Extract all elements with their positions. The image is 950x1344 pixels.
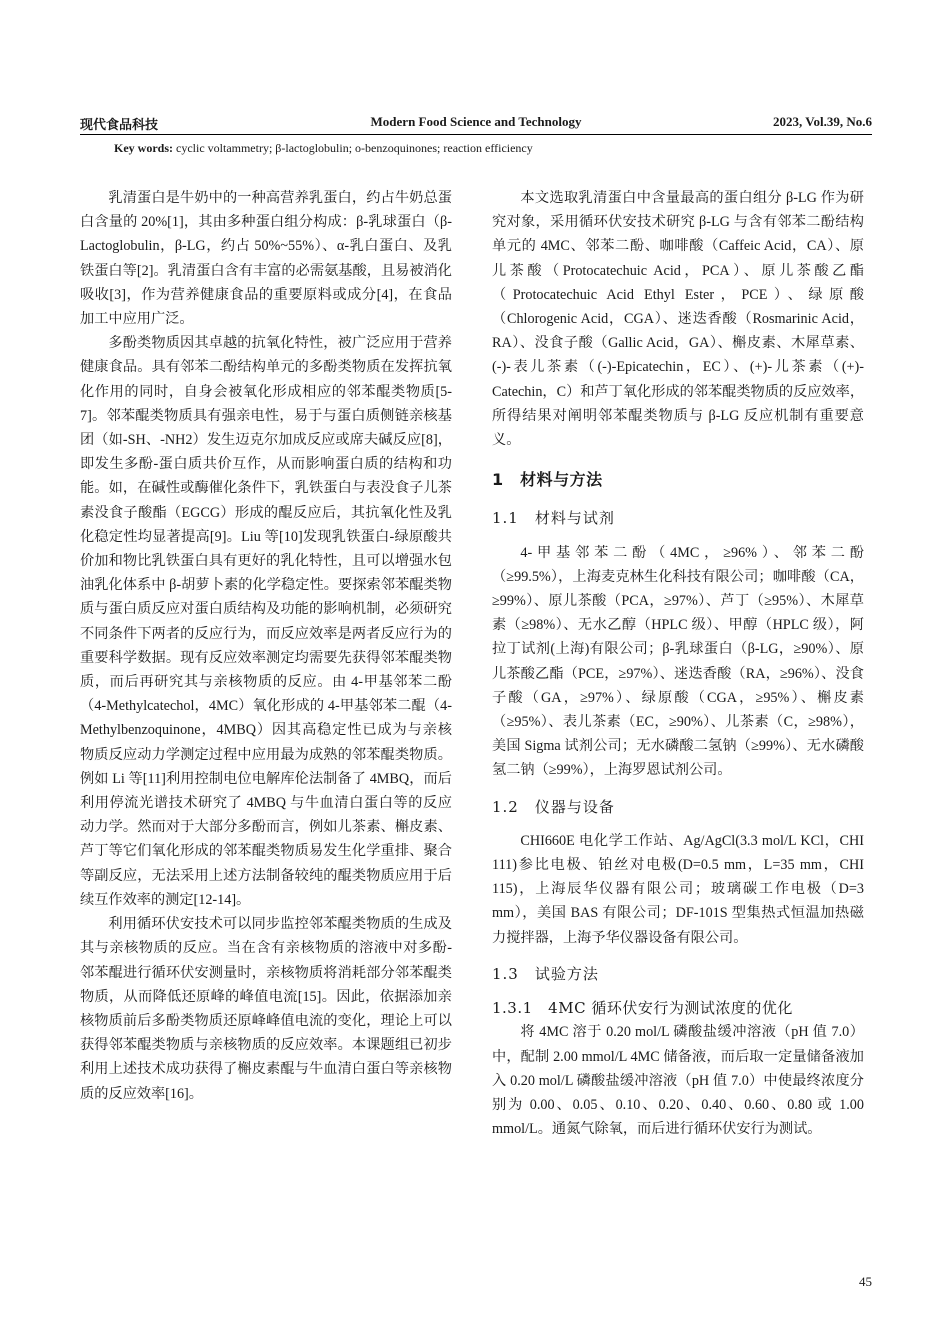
keywords-text: cyclic voltammetry; β-lactoglobulin; o-benzoquinones; reaction efficiency	[173, 141, 533, 155]
journal-name-cn: 现代食品科技	[80, 117, 159, 132]
section-heading-1-2: 1.2 仪器与设备	[492, 797, 615, 816]
paragraph-materials: 4-甲基邻苯二酚（4MC，≥96%）、邻苯二酚（≥99.5%），上海麦克林生化科技有限公司；咖啡酸（CA，≥99%）、原儿茶酸（PCA，≥97%）、芦丁（≥95%）、木犀草素（≥98%）、无水乙醇（HPLC 级）、甲醇（HPLC 级），阿拉丁试剂(上海)有限公司；β-乳球蛋白（β-LG，≥90%）、原儿茶酸乙酯（PCE，≥97%）、迷迭香酸（RA，≥96%）、没食子酸（GA，≥97%）、绿原酸（CGA，≥95%）、槲皮素（≥95%）、表儿茶素（EC，≥90%）、儿茶素（C，≥98%），美国 Sigma 试剂公司；无水磷酸二氢钠（≥99%）、无水磷酸氢二钠（≥99%），上海罗恩试剂公司。	[492, 544, 864, 779]
journal-name-en: Modern Food Science and Technology	[370, 114, 582, 129]
paragraph-objective: 本文选取乳清蛋白中含量最高的蛋白组分 β-LG 作为研究对象，采用循环伏安技术研究 β-LG 与含有邻苯二酚结构单元的 4MC、邻苯二酚、咖啡酸（Caffeic Acid，CA）、原儿茶酸（Protocatechuic Acid，PCA）、原儿茶酸乙酯（Protocatechuic Acid Ethyl Ester，PCE）、绿原酸（Chlorogenic Acid，CGA）、迷迭香酸（Rosmarinic Acid，RA）、没食子酸（Gallic Acid，GA）、槲皮素、木犀草素、(-)-表儿茶素（(-)-Epicatechin，EC）、(+)-儿茶素（(+)-Catechin，C）和芦丁氧化形成的邻苯醌类物质的反应效率，所得结果对阐明邻苯醌类物质与 β-LG 反应机制有重要意义。	[492, 190, 865, 449]
section-heading-1-3: 1.3 试验方法	[492, 964, 599, 983]
paragraph-method: 将 4MC 溶于 0.20 mol/L 磷酸盐缓冲溶液（pH 值 7.0）中，配制 2.00 mmol/L 4MC 储备液，而后取一定量储备液加入 0.20 mol/L 磷酸盐缓冲溶液（pH 值 7.0）中使最终浓度分别为 0.00、0.05、0.10、0.20、0.40、0.60、0.80 或 1.00 mmol/L。通氮气除氧，而后进行循环伏安行为测试。	[492, 1024, 864, 1138]
section-heading-1: 1 材料与方法	[492, 470, 603, 490]
left-column	[80, 186, 452, 1106]
page-number: 45	[859, 1274, 872, 1289]
keywords-line	[114, 141, 874, 156]
right-column	[492, 186, 864, 1141]
section-heading-1-3-1: 1.3.1 4MC 循环伏安行为测试浓度的优化	[492, 999, 793, 1018]
paragraph-equipment: CHI660E 电化学工作站、Ag/AgCl(3.3 mol/L KCl，CHI 111)参比电极、铂丝对电极(D=0.5 mm，L=35 mm，CHI 115)，上海辰华仪器有限公司；玻璃碳工作电极（D=3 mm），美国 BAS 有限公司；DF-101S 型集热式恒温加热磁力搅拌器，上海予华仪器设备有限公司。	[492, 832, 864, 946]
paragraph-intro-3: 利用循环伏安技术可以同步监控邻苯醌类物质的生成及其与亲核物质的反应。当在含有亲核物质的溶液中对多酚-邻苯醌进行循环伏安测量时，亲核物质将消耗部分邻苯醌类物质，从而降低还原峰的峰值电流[15]。因此，依据添加亲核物质前后多酚类物质还原峰峰值电流的变化，理论上可以获得邻苯醌类物质与亲核物质的反应效率。本课题组已初步利用上述技术成功获得了槲皮素醌与牛血清白蛋白等亲核物质的反应效率[16]。	[80, 916, 452, 1102]
issue-info: 2023, Vol.39, No.6	[773, 114, 872, 129]
paragraph-intro-2: 多酚类物质因其卓越的抗氧化特性，被广泛应用于营养健康食品。具有邻苯二酚结构单元的多酚类物质在发挥抗氧化作用的同时，自身会被氧化形成相应的邻苯醌类物质[5-7]。邻苯醌类物质具有强亲电性，易于与蛋白质侧链亲核基团（如-SH、-NH2）发生迈克尔加成反应或席夫碱反应[8]，即发生多酚-蛋白质共价互作，从而影响蛋白质的结构和功能。如，在碱性或酶催化条件下，乳铁蛋白与表没食子儿茶素没食子酸酯（EGCG）形成的醌反应后，其抗氧化性及乳化稳定性均显著提高[9]。Liu 等[10]发现乳铁蛋白-绿原酸共价加和物比乳铁蛋白具有更好的乳化特性，且可以增强水包油乳化体系中 β-胡萝卜素的化学稳定性。要探索邻苯醌类物质与蛋白质反应对蛋白质结构及功能的影响机制，必须研究不同条件下两者的反应行为，而反应效率是两者反应行为的重要科学数据。现有反应效率测定均需要先获得邻苯醌类物质，而后再研究其与亲核物质的反应。由 4-甲基邻苯二酚（4-Methylcatechol，4MC）氧化形成的 4-甲基邻苯二醌（4-Methylbenzoquinone，4MBQ）因其高稳定性已成为与亲核物质反应动力学测定过程中应用最为成熟的邻苯醌类物质。例如 Li 等[11]利用控制电位电解库伦法制备了 4MBQ，而后利用停流光谱技术研究了 4MBQ 与牛血清白蛋白等的反应动力学。然而对于大部分多酚而言，例如儿茶素、槲皮素、芦丁等它们氧化形成的邻苯醌类物质易发生化学重排、聚合等副反应，无法采用上述方法制备较纯的醌类物质应用于后续互作效率的测定[12-14]。	[80, 335, 452, 908]
keywords-label: Key words:	[114, 141, 173, 155]
header-rule	[80, 134, 872, 135]
paragraph-intro-1: 乳清蛋白是牛奶中的一种高营养乳蛋白，约占牛奶总蛋白含量的 20%[1]，其由多种蛋白组分构成：β-乳球蛋白（β-Lactoglobulin，β-LG，约占 50%~55%）、α-乳白蛋白、及乳铁蛋白等[2]。乳清蛋白含有丰富的必需氨基酸，且易被消化吸收[3]，作为营养健康食品的重要原料或成分[4]，在食品加工中应用广泛。	[80, 190, 452, 328]
running-header	[80, 114, 872, 134]
section-heading-1-1: 1.1 材料与试剂	[492, 509, 615, 528]
